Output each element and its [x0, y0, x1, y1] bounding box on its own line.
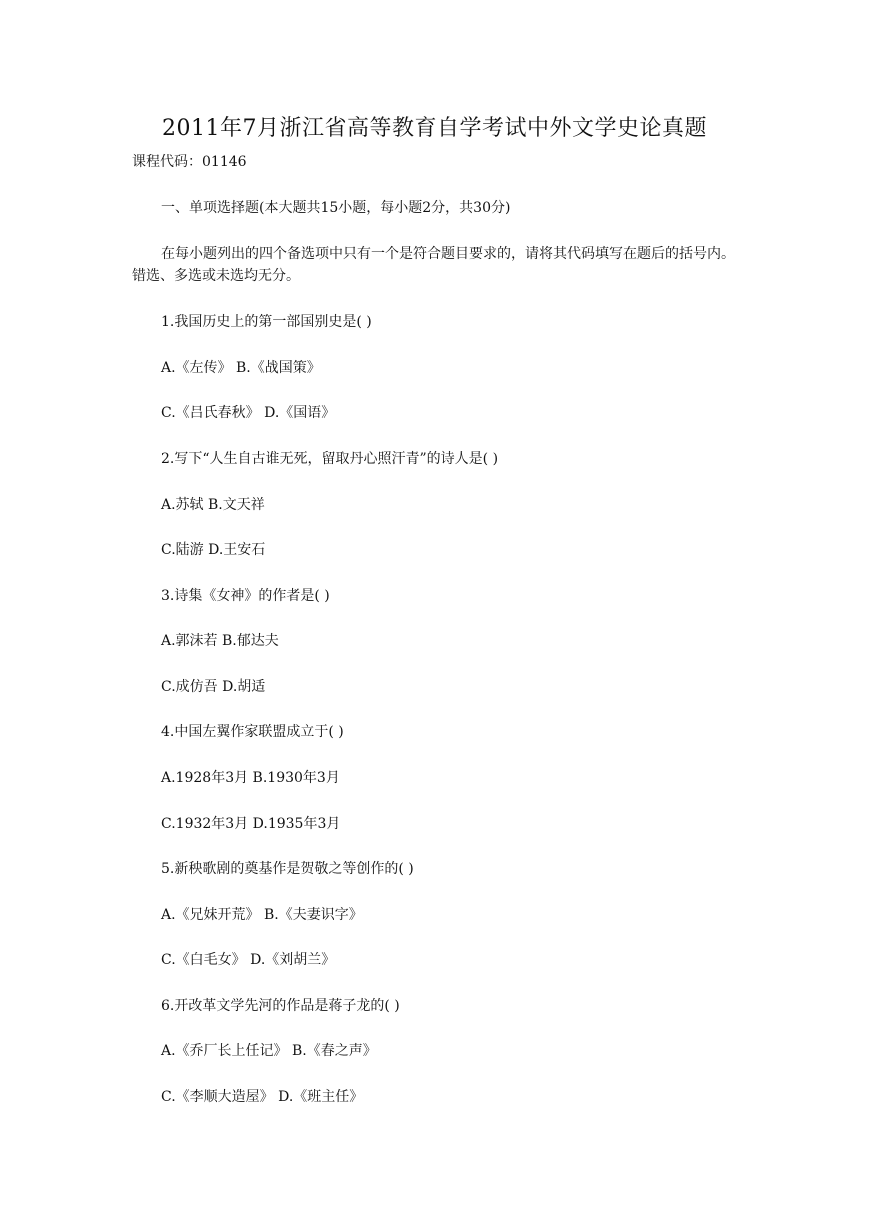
- page-title: 2011年7月浙江省高等教育自学考试中外文学史论真题: [162, 116, 707, 141]
- question-options: C.《白毛女》 D.《刘胡兰》: [161, 952, 336, 968]
- question-options: C.成仿吾 D.胡适: [161, 679, 266, 695]
- course-code: 课程代码：01146: [132, 154, 247, 170]
- question-stem: 2.写下“人生自古谁无死，留取丹心照汗青”的诗人是( ): [161, 451, 499, 467]
- instructions-paragraph: 在每小题列出的四个备选项中只有一个是符合题目要求的，请将其代码填写在题后的括号内。错选、多选或未选均无分。: [132, 246, 735, 284]
- question-options: C.《吕氏春秋》 D.《国语》: [161, 405, 336, 421]
- question-stem: 4.中国左翼作家联盟成立于( ): [161, 724, 344, 740]
- question-options: A.1928年3月 B.1930年3月: [161, 770, 340, 786]
- question-stem: 3.诗集《女神》的作者是( ): [161, 588, 330, 604]
- question-options: A.《乔厂长上任记》 B.《春之声》: [161, 1043, 377, 1059]
- question-options: A.《兄妹开荒》 B.《夫妻识字》: [161, 907, 363, 923]
- question-options: A.苏轼 B.文天祥: [161, 497, 265, 513]
- question-stem: 1.我国历史上的第一部国别史是( ): [161, 314, 372, 330]
- question-options: C.《李顺大造屋》 D.《班主任》: [161, 1089, 364, 1105]
- question-stem: 6.开改革文学先河的作品是蒋子龙的( ): [161, 998, 400, 1014]
- question-options: A.《左传》 B.《战国策》: [161, 360, 321, 376]
- question-options: C.陆游 D.王安石: [161, 542, 266, 558]
- question-stem: 5.新秧歌剧的奠基作是贺敬之等创作的( ): [161, 861, 414, 877]
- section-heading: 一、单项选择题(本大题共15小题，每小题2分，共30分): [161, 200, 511, 216]
- question-options: C.1932年3月 D.1935年3月: [161, 816, 341, 832]
- question-options: A.郭沫若 B.郁达夫: [161, 633, 279, 649]
